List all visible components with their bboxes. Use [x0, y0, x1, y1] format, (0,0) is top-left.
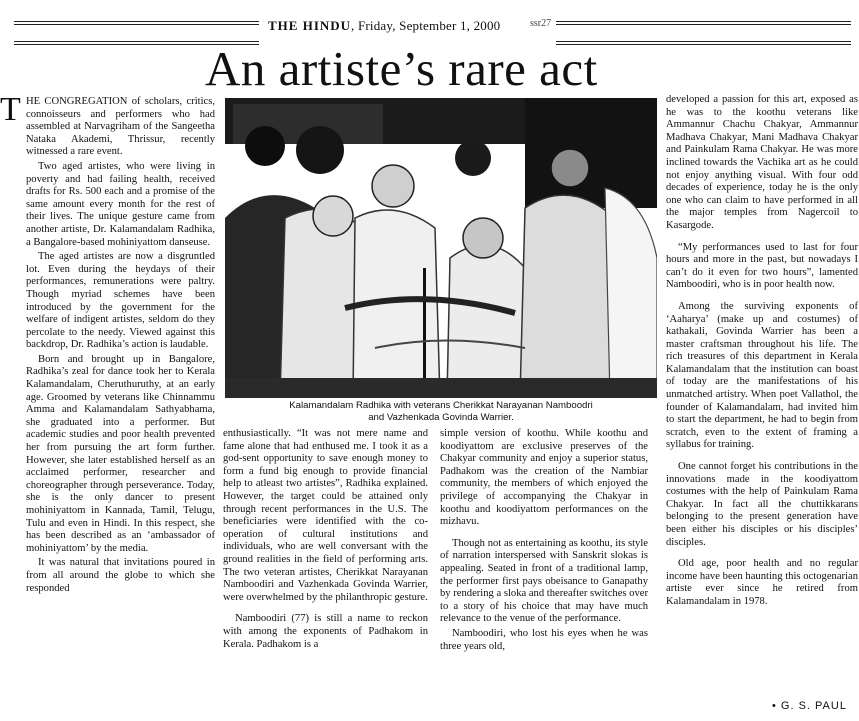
article-column-3: [440, 428, 648, 721]
byline: • G. S. PAUL: [772, 700, 847, 712]
news-photo: [225, 98, 657, 398]
paragraph: “My performances used to last for four hours and more in the past, but nowadays I can’t do it even for two hours”, lamented Namboodiri, who is in poor health now.: [666, 241, 858, 291]
paragraph: One cannot forget his contributions in the innovations made in the koodiyattom costumes with the help of Painkulam Rama Chakyar. In fact all the chuttikkarans belonging to the present generation have been either his disciples or his disciples’ disciples.: [666, 461, 858, 548]
paragraph: [0, 96, 215, 159]
photo-illustration: [225, 98, 657, 398]
article-column-4: [666, 94, 858, 706]
paragraph: It was natural that invitations poured in from all around the globe to which she responded: [26, 557, 215, 594]
caption-line-1: Kalamandalam Radhika with veterans Cherikkat Narayanan Namboodri: [289, 400, 593, 411]
paragraph: Old age, poor health and no regular income have been haunting this octogenarian artiste ever since he retired from Kalamandalam in 1978.: [666, 558, 858, 607]
headline: An artiste’s rare act: [205, 41, 598, 96]
publication-name: THE HINDU: [268, 18, 352, 33]
photo-caption: [225, 400, 657, 424]
paragraph: Though not as entertaining as koothu, its style of narration interspersed with Sanskrit slokas is appealing. Seated in front of a traditional lamp, the performer first pays obeisance to Ganapathy by rendering a sloka and thereafter switches over to a story of his choice that may have much relevance to the venue of the performance.: [440, 537, 648, 625]
page-mark: ssr27: [530, 18, 552, 29]
paragraph: Namboodiri, who lost his eyes when he was three years old,: [440, 627, 648, 652]
paragraph: developed a passion for this art, exposed as he was to the koothu veterans like Ammannur Chachu Chakyar, Ammannur Madhava Chakyar, Mani Madhava Chakyar and Painkulam Rama Chakyar. He was more inclined towards the Vachika art as he could not enjoy anything visual. With four odd decades of experience, today he is the only one who can claim to have performed in all the major temples from Nagercoil to Kasargode.: [666, 94, 858, 231]
paragraph: Two aged artistes, who were living in poverty and had failing health, received drafts for Rs. 500 each and a promise of the same amount every month for the rest of their lives. The unique gesture came from another artiste, Dr. Kalamandalam Radhika, a Bangalore-based mohiniyattom danseuse.: [26, 160, 215, 248]
caption-line-2: and Vazhenkada Govinda Warrier.: [368, 412, 514, 423]
paragraph: simple version of koothu. While koothu and koodiyattom are exclusive preserves of the Chakyar community and enjoy a superior status, Padhakom was the creation of the Nambiar community, the members of which enjoyed the privilege of accompanying the Chakyar in koothu and koodiyattom performances on the mizhavu.: [440, 428, 648, 528]
paragraph: Namboodiri (77) is still a name to reckon with among the exponents of Padhakom in Kerala. Padhakom is a: [223, 613, 428, 650]
paragraph-text: HE CONGREGATION of scholars, critics, connoisseurs and performers who had assembled at Narvagriham of the Sangeetha Nataka Akademi, Thrissur, recently witnessed a rare event.: [26, 96, 215, 158]
masthead-rule-right: [556, 21, 851, 45]
paragraph: The aged artistes are now a disgruntled lot. Even during the heydays of their performances, remunerations were paltry. Though myriad schemes have been introduced by the government for the welfare of indigent artistes, seldom do they percolate to the needy. Viewed against this backdrop, Dr. Radhika’s action is laudable.: [26, 251, 215, 351]
paragraph: enthusiastically. “It was not mere name and fame alone that had enthused me. I took it as a god-sent opportunity to save enough money to form a fund big enough to provide financial help to atleast two artistes”, Radhika explained. However, the target could be attained only through recent performances in the U.S. The beneficiaries were identified with the co-operation of cultural institutions and individuals, who are well conversant with the ground realities in the field of performing arts. The two veteran artistes, Cherikkat Narayanan Namboodiri and Vazhenkada Govinda Warrier, were overwhelmed by the philanthropic gesture.: [223, 428, 428, 603]
drop-cap: T: [0, 96, 21, 128]
article-column-1: [0, 96, 215, 721]
article-column-2: [223, 428, 428, 721]
paragraph: Born and brought up in Bangalore, Radhika’s zeal for dance took her to Kerala Kalamandalam, Cheruthuruthy, at an early age. Groomed by veterans like Chinnammu Amma and Kalamandalam Sathyabhama, she graduated into a performer. But academic studies and poor health prevented her from pursuing the art form further. However, she later established herself as an acclaimed performer, researcher and choreographer through perseverance. Today, she is the only dancer to present mohiniyattom in Kannada, Tamil, Telugu, Tulu and even in Hindi. In this respect, she has been described as an ‘ambassador of mohiniyattom’ by the media.: [26, 353, 215, 554]
masthead-line: [268, 18, 500, 34]
paragraph: Among the surviving exponents of ‘Aaharya’ (make up and costumes) of kathakali, Govinda Warrier has been a master craftsman throughout his life. The rich treasures of this department in Kerala Kalamandalam that the institution can boast of today are the manifestations of his unmatched artistry. When poet Vallathol, the founder of Kalamandalam, had invited him to start the department, he had to begin from scratch, even to the extent of framing a syllabus for training.: [666, 300, 858, 451]
publication-date: , Friday, September 1, 2000: [351, 18, 501, 33]
